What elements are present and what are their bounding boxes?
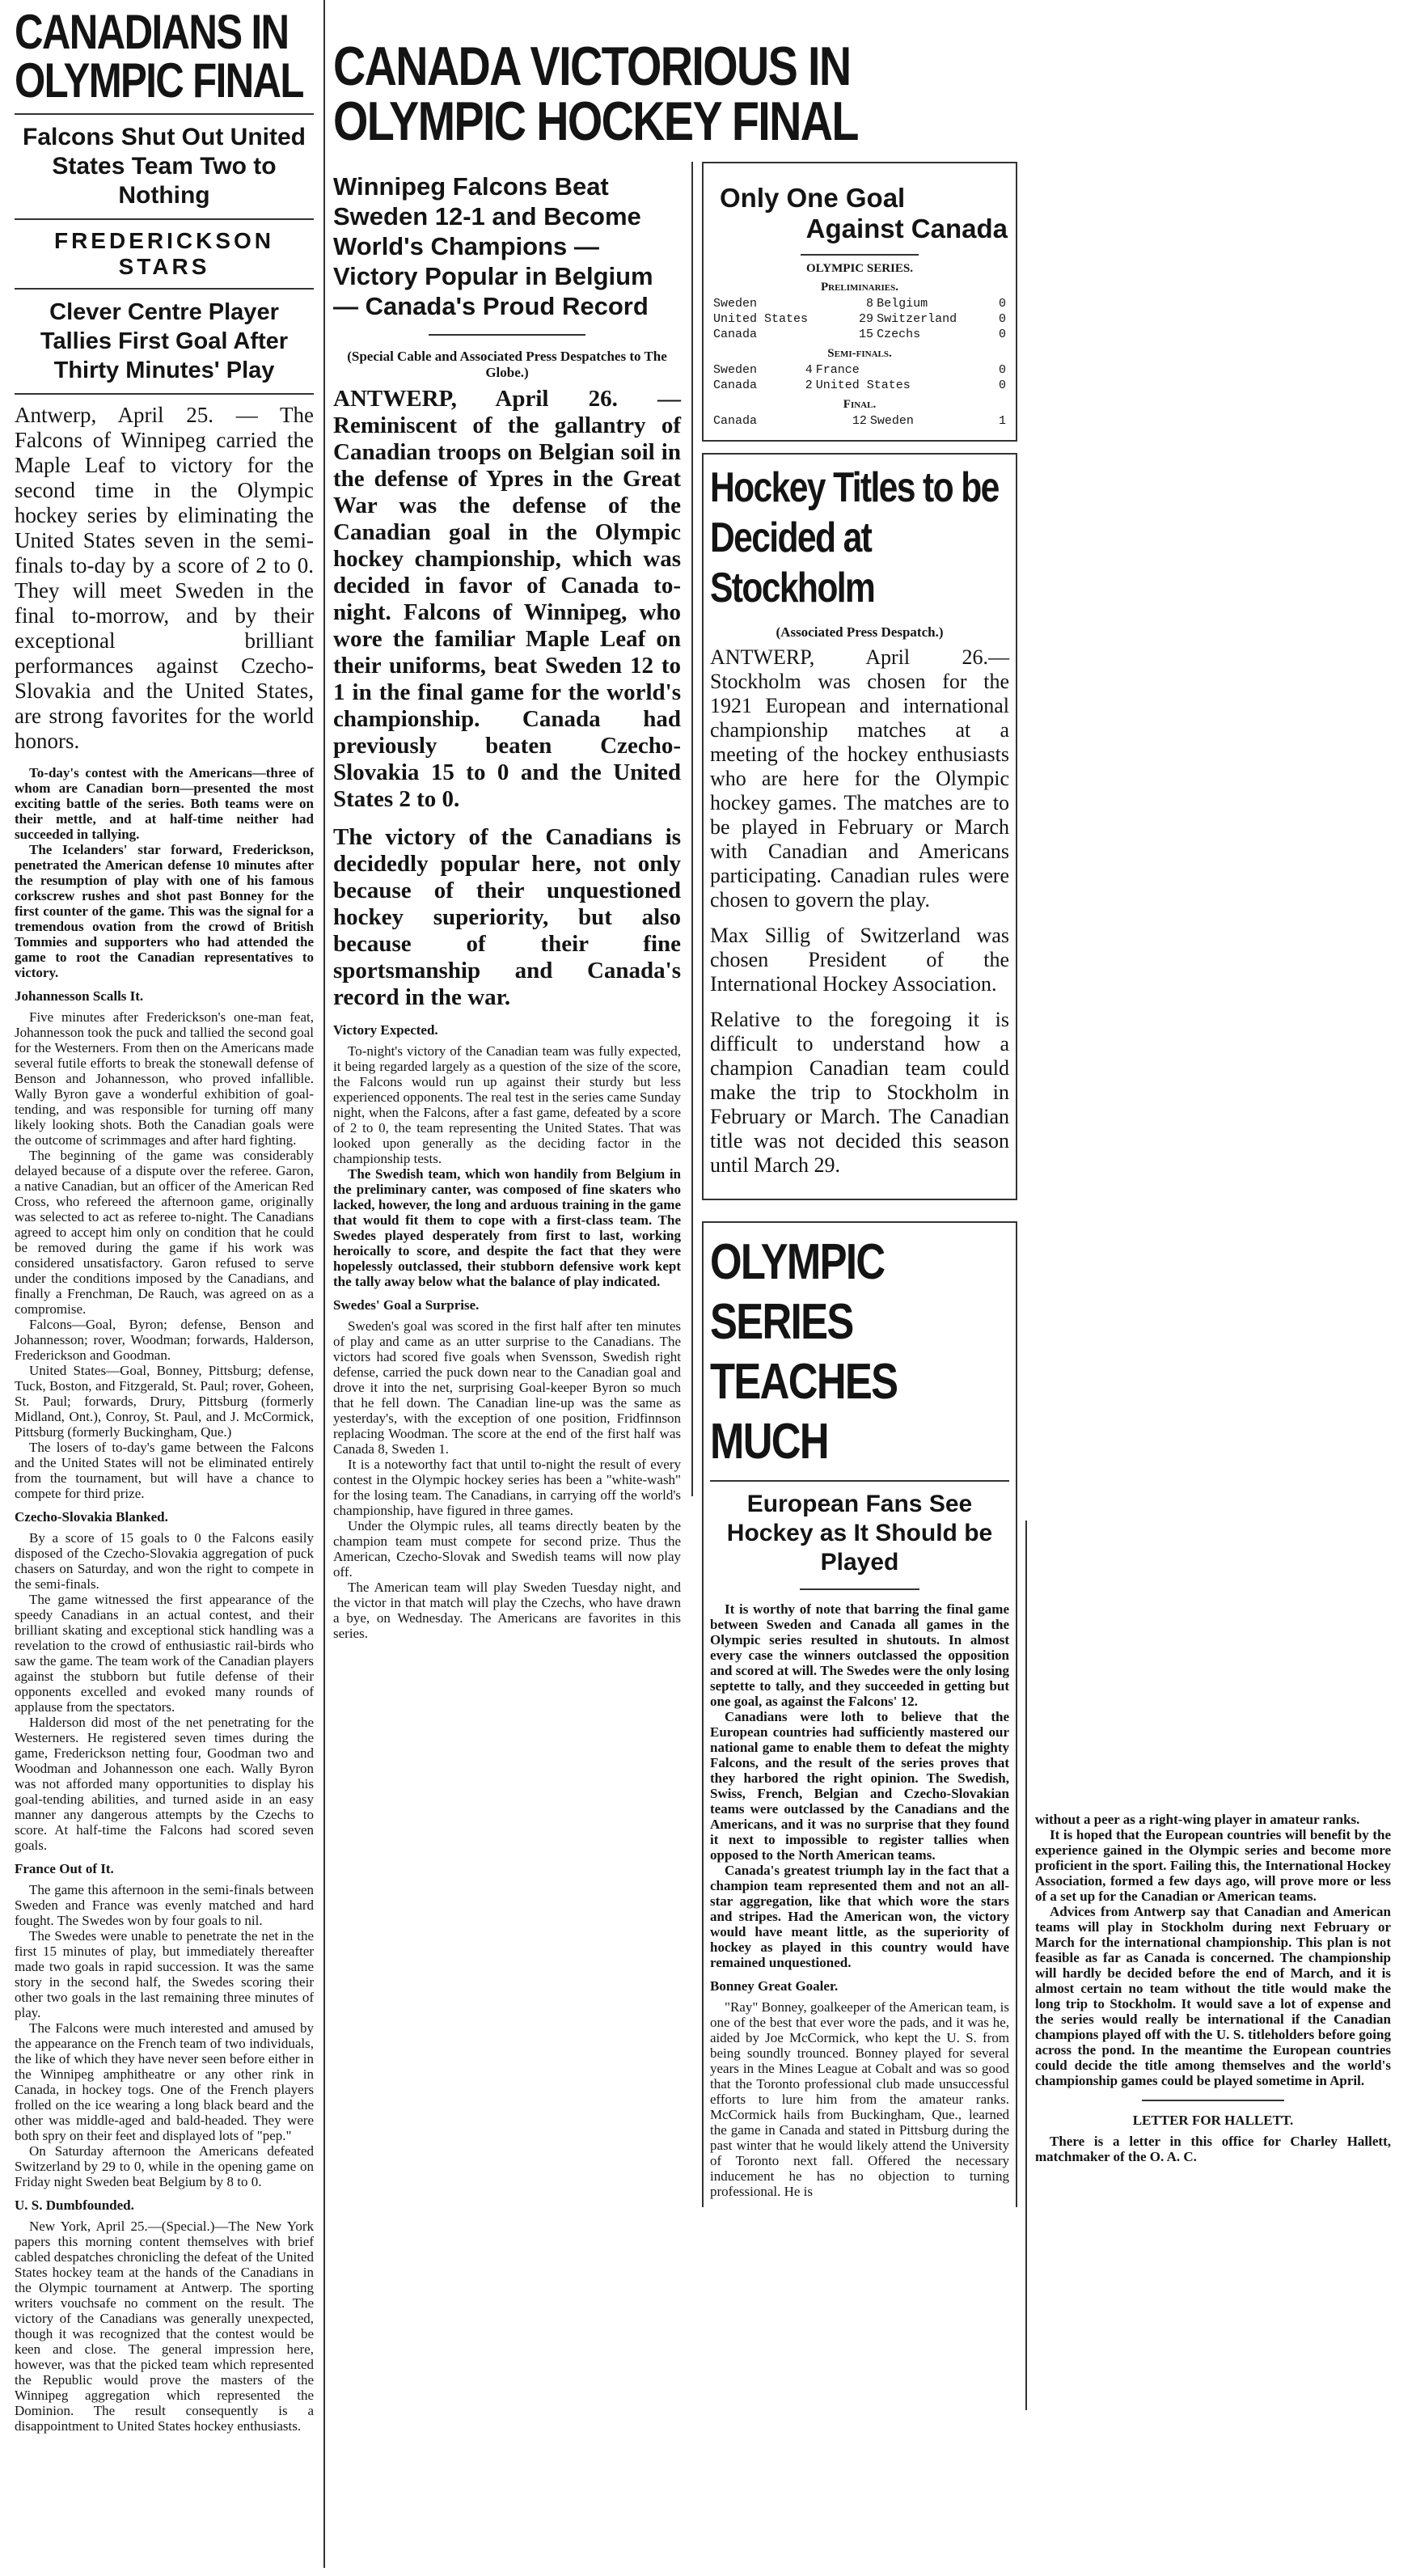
team-cell: Belgium <box>877 297 928 311</box>
table-row <box>712 413 1008 429</box>
table-row <box>712 362 1008 378</box>
continuation-paragraph: It is hoped that the European countries will benefit by the experience gained in the Olympic series and become more proficient in the sport. Failing this, the International Hockey Association, formed a few days ago, will prove more or less of a set up for the Canadian or American teams. <box>1035 1827 1391 1904</box>
article-1-paragraph: On Saturday afternoon the Americans defeated Switzerland by 29 to 0, while in the opening game on Friday night Sweden beat Belgium by 8 to 0. <box>15 2143 314 2189</box>
score-cell: 29 <box>859 312 874 326</box>
team-cell: Sweden <box>713 297 758 311</box>
score-cell: 1 <box>998 414 1006 428</box>
article-2-paragraph: The Swedish team, which won handily from Belgium in the preliminary canter, was composed of fine skaters who lacked, however, the long and arduous training in the game that would fit them to cope with a first-class team. The Swedes played desperately from first to last, working heroically to score, and despite the fact that they were hopelessly outclassed, their stubborn defensive work kept the tally away below what the balance of play indicated. <box>333 1166 681 1289</box>
score-cell: 0 <box>998 312 1006 326</box>
team-cell: France <box>815 363 860 377</box>
series-teaches-paragraph: "Ray" Bonney, goalkeeper of the American team, is one of the best that ever wore the pads, and it was he, aided by Joe McCormick, who kept the U. S. from being soundly trounced. Bonney played for several years in the Mines League at Cobalt and was so good that the Toronto professional club made unsuccessful efforts to lure him from the amateur ranks. McCormick hails from Buckingham, Que., learned the game in Canada and stated in Pittsburg during the past winter that he would likely attend the University of Toronto next fall. Offered the necessary inducement he has no objection to turning professional. He is <box>710 1999 1009 2199</box>
article-1-paragraph: Falcons—Goal, Byron; defense, Benson and Johannesson; rover, Woodman; forwards, Halderson, Frederickson and Goodman. <box>15 1317 314 1363</box>
article-2-paragraph: Sweden's goal was scored in the first half after ten minutes of play and came as an utter surprise to the Canadians. The victors had scored five goals when Svensson, Swedish right defense, carried the puck down near to the Canadian goal and drove it into the net, surprising Goal-keeper Byron so much that he fell down. The Canadian line-up was the same as yesterday's, with the exception of one position, Fridfinnson replacing Woodman. The score at the end of the first half was Canada 8, Sweden 1. <box>333 1318 681 1457</box>
hockey-titles-box <box>702 453 1017 1200</box>
article-2-subhead: Swedes' Goal a Surprise. <box>333 1297 480 1313</box>
column-4-continuation <box>1035 1812 1391 2459</box>
article-1-paragraph: The Icelanders' star forward, Frederickson, penetrated the American defense 10 minutes after the resumption of play with one of his famous corkscrew rushes and shot past Bonney for the first counter of the game. This was the signal for a tremendous ovation from the crowd of British Tommies and supporters who had attended the game to root the Canadian representatives to victory. <box>15 842 314 980</box>
article-1-paragraph: The game this afternoon in the semi-finals between Sweden and France was evenly matched and hard fought. The Swedes won by four goals to nil. <box>15 1882 314 1928</box>
score-cell: 0 <box>998 328 1006 341</box>
letter-for-hallett-paragraph: There is a letter in this office for Charley Hallett, matchmaker of the O. A. C. <box>1035 2134 1391 2164</box>
team-cell: Switzerland <box>877 312 957 326</box>
column-rule <box>1025 1521 1027 2410</box>
divider <box>1142 2100 1284 2101</box>
article-1-deck-2: FREDERICKSON STARS <box>53 228 274 279</box>
article-2-paragraph: To-night's victory of the Canadian team was fully expected, it being regarded largely as a question of the size of the score, the Falcons would run up against their sturdy but less experienced opponents. The real test in the series came Sunday night, when the Falcons, after a fast game, defeated by a score of 2 to 0, the team representing the United States. That was looked upon generally as the deciding factor in the championship tests. <box>333 1043 681 1166</box>
article-1-paragraph: The beginning of the game was considerably delayed because of a dispute over the referee. Garon, a native Canadian, but an officer of the American Red Cross, who refereed the afternoon game, originally was selected to act as referee to-night. The Canadians agreed to accept him only on condition that he could be removed during the game if his work was considered unsatisfactory. Garon refused to serve under the conditions imposed by the Canadians, and finally a Frenchman, De Rauch, was agreed on as a compromise. <box>15 1148 314 1317</box>
score-cell: 2 <box>805 379 813 392</box>
column-1-article <box>15 5 314 2564</box>
article-2-headline: CANADA VICTORIOUS IN OLYMPIC HOCKEY FINAL <box>333 36 858 152</box>
divider <box>15 113 314 115</box>
series-teaches-headline: OLYMPIC SERIES TEACHES MUCH <box>710 1234 898 1470</box>
score-cell: 0 <box>998 379 1006 392</box>
article-1-subhead: Czecho-Slovakia Blanked. <box>15 1509 168 1525</box>
series-teaches-subhead: Bonney Great Goaler. <box>710 1978 839 1994</box>
divider <box>801 254 919 256</box>
column-3-articles <box>702 162 1017 2556</box>
hockey-titles-credit: (Associated Press Despatch.) <box>776 624 944 640</box>
column-rule <box>691 162 693 1496</box>
team-cell: United States <box>713 312 809 326</box>
article-1-paragraph: The Falcons were much interested and amused by the appearance on the French team of two individuals, the like of which they have never seen before either in the Winnipeg amphitheatre or any other rink in Canada, in hockey togs. One of the French players frolled on the ice wearing a long black beard and the other was middle-aged and bald-headed. They were both spry on their feet and displayed lots of "pep." <box>15 2020 314 2143</box>
letter-for-hallett-subhead: LETTER FOR HALLETT. <box>1132 2113 1294 2128</box>
score-cell: 0 <box>998 297 1006 311</box>
article-1-paragraph: To-day's contest with the Americans—three of whom are Canadian born—presented the most exciting battle of the series. Both teams were on their mettle, and at half-time neither had succeeded in tallying. <box>15 765 314 842</box>
table-row <box>712 296 1008 311</box>
series-teaches-paragraph: It is worthy of note that barring the final game between Sweden and Canada all games in the Olympic series resulted in shutouts. In almost every case the winners outclassed the opposition and scored at will. The Swedes were the only losing septette to tally, and they succeeded in getting but one goal, as against the Falcons' 12. <box>710 1601 1009 1709</box>
hockey-titles-paragraph: Relative to the foregoing it is difficult to understand how a champion Canadian team could make the trip to Stockholm in February or March. The Canadian title was not decided this season until March 29. <box>710 1008 1009 1177</box>
article-2-paragraph: The American team will play Sweden Tuesday night, and the victor in that match will play the Czechs, who have drawn a bye, on Wednesday. The Americans are favorites in this series. <box>333 1580 681 1641</box>
table-row <box>712 327 1008 342</box>
article-1-paragraph: By a score of 15 goals to 0 the Falcons easily disposed of the Czecho-Slovakia aggregation of puck chasers on Saturday, and won the right to compete in the semi-finals. <box>15 1530 314 1592</box>
article-1-subhead: Johannesson Scalls It. <box>15 988 144 1004</box>
team-cell: Czechs <box>877 328 921 341</box>
score-cell: 0 <box>998 363 1006 377</box>
score-cell: 8 <box>866 297 874 311</box>
table-row <box>712 311 1008 327</box>
article-1-paragraph: The Swedes were unable to penetrate the net in the first 15 minutes of play, but immediately thereafter made two goals in rapid succession. It was the same story in the second half, the Swedes scoring their other two goals in the last remaining three minutes of play. <box>15 1928 314 2020</box>
team-cell: Canada <box>713 414 758 428</box>
series-title: OLYMPIC SERIES. <box>806 262 913 275</box>
hockey-titles-headline: Hockey Titles to be Decided at Stockholm <box>710 464 999 611</box>
article-2-credit: (Special Cable and Associated Press Despatches to The Globe.) <box>347 349 667 380</box>
olympic-series-box <box>702 162 1017 442</box>
article-2-lead: ANTWERP, April 26. — Reminiscent of the gallantry of Canadian troops on Belgian soil in the defense of Ypres in the Great War was the defense of the Canadian goal in the Olympic hockey championship, which was decided in favor of Canada to-night. Falcons of Winnipeg, who wore the familiar Maple Leaf on their uniforms, beat Sweden 12 to 1 in the final game for the world's championship. Canada had previously beaten Czecho-Slovakia 15 to 0 and the United States 2 to 0. <box>333 386 681 812</box>
team-cell: Sweden <box>713 363 758 377</box>
score-cell: 12 <box>852 414 867 428</box>
series-teaches-paragraph: Canadians were loth to believe that the European countries had sufficiently mastered our national game to enable them to defeat the mighty Falcons, and the result of the series proves that they harbored the right opinion. The Swedish, Swiss, French, Belgian and Czecho-Slovakian teams were outclassed by the Canadians and the Americans, and it was no surprise that they found it next to impossible to register tallies when opposed to the North American teams. <box>710 1709 1009 1863</box>
divider <box>710 1480 1009 1482</box>
series-teaches-paragraph: Canada's greatest triumph lay in the fact that a champion team represented them and not an all-star aggregation, like that which wore the stars and stripes. Had the American won, the victory would have meant little, as the superiority of hockey as played in this country would have remained unquestioned. <box>710 1863 1009 1970</box>
divider <box>15 393 314 395</box>
continuation-paragraph: without a peer as a right-wing player in amateur ranks. <box>1035 1812 1360 1827</box>
divider <box>429 334 585 336</box>
preliminaries-table <box>712 296 1008 342</box>
article-2-paragraph: It is a noteworthy fact that until to-night the result of every contest in the Olympic hockey series has been a "white-wash" for the losing team. The Canadians, in carrying off the world's championship, have figured in three games. <box>333 1457 681 1518</box>
divider <box>800 1588 919 1590</box>
preliminaries-title: Preliminaries. <box>820 281 899 294</box>
continuation-paragraph: Advices from Antwerp say that Canadian and American teams will play in Stockholm during next February or March for the international championship. This plan is not feasible as far as Canada is concerned. The championship will hardly be decided before the end of March, and it is almost certain no team without the title would make the long trip to Stockholm. It would save a lot of expense and the series would really be international if the Canadian champions played off with the U. S. titleholders before going across the pond. In the meantime the European countries could decide the title among themselves and the world's championship games could be played sometime in April. <box>1035 1904 1391 2088</box>
article-1-subhead: U. S. Dumbfounded. <box>15 2197 134 2213</box>
article-1-paragraph: The game witnessed the first appearance of the speedy Canadians in an actual contest, and their brilliant skating and exceptional stick handling was a revelation to the crowd of enthusiastic rail-birds who saw the game. The team work of the Canadian players against the stubborn but futile defense of their opponents excelled and evoked many rounds of applause from the spectators. <box>15 1592 314 1715</box>
box-title-line-2: Against Canada <box>805 214 1008 243</box>
series-teaches-deck: European Fans See Hockey as It Should be Played <box>726 1491 993 1576</box>
semi-finals-table <box>712 362 1008 393</box>
article-1-subhead: France Out of It. <box>15 1861 114 1876</box>
article-2-lead: The victory of the Canadians is decidedly popular here, not only because of their unquestioned hockey superiority, but also because of their fine sportsmanship and Canada's record in the war. <box>333 824 681 1010</box>
table-row <box>712 378 1008 393</box>
article-2-paragraph: Under the Olympic rules, all teams directly beaten by the champion team must compete for second prize. Thus the American, Czecho-Slovak and Swedish teams will now play off. <box>333 1518 681 1580</box>
semi-finals-title: Semi-finals. <box>827 347 892 360</box>
hockey-titles-paragraph: Max Sillig of Switzerland was chosen President of the International Hockey Association. <box>710 924 1009 996</box>
article-1-deck-3: Clever Centre Player Tallies First Goal After Thirty Minutes' Play <box>40 299 289 383</box>
hockey-titles-lead: ANTWERP, April 26.— Stockholm was chosen for the 1921 European and international championship matches at a meeting of the hockey enthusiasts who are here for the Olympic hockey games. The matches are to be played in February or March with Canadian and Americans participating. Canadian rules were chosen to govern the play. <box>710 645 1009 912</box>
team-cell: United States <box>815 379 911 392</box>
box-title-line-1: Only One Goal <box>720 183 906 213</box>
column-rule <box>323 0 325 2568</box>
score-cell: 4 <box>805 363 813 377</box>
divider <box>15 288 314 290</box>
score-cell: 15 <box>859 328 874 341</box>
article-1-headline: CANADIANS IN OLYMPIC FINAL <box>15 5 303 108</box>
article-1-paragraph: The losers of to-day's game between the Falcons and the United States will not be eliminated entirely from the tournament, but will have a chance to compete for third prize. <box>15 1440 314 1501</box>
article-1-deck-1: Falcons Shut Out United States Team Two to Nothing <box>23 124 306 209</box>
divider <box>15 218 314 220</box>
article-1-paragraph: Halderson did most of the net penetrating for the Westerners. He registered seven times during the game, Frederickson netting four, Goodman two and Woodman and Johannesson one each. Wally Byron was not afforded many opportunities to display his goal-tending abilities, and turned aside in an easy manner any dangerous attempts by the Czechs to score. At half-time the Falcons had scored seven goals. <box>15 1715 314 1853</box>
team-cell: Canada <box>713 379 758 392</box>
article-1-paragraph: Five minutes after Frederickson's one-man feat, Johannesson took the puck and tallied the second goal for the Westerners. From then on the Americans made several futile efforts to break the stonewall defense of Benson and Johannesson, who proved infallible. Wally Byron gave a wonderful exhibition of goal-tending, and was responsible for turning off many likely looking shots. Both the Canadian goals were the outcome of scrimmages and after hard fighting. <box>15 1009 314 1148</box>
article-1-lead: Antwerp, April 25. — The Falcons of Winnipeg carried the Maple Leaf to victory for the second time in the Olympic hockey series by eliminating the United States seven in the semi-finals to-day by a score of 2 to 0. They will meet Sweden in the final to-morrow, and by their exceptional brilliant performances against Czecho-Slovakia and the United States, are strong favorites for the world honors. <box>15 403 314 753</box>
article-1-paragraph: New York, April 25.—(Special.)—The New York papers this morning content themselves with brief cabled despatches chronicling the defeat of the United States hockey team at the hands of the Canadians in the Olympic tournament at Antwerp. The sporting writers vouchsafe no comment on the result. The victory of the Canadians was generally unexpected, though it was recognized that the contest would be keen and close. The general impression here, however, was that the picked team which represented the Republic would prove the masters of the Winnipeg aggregation which represented the Dominion. The result consequently is a disappointment to United States hockey enthusiasts. <box>15 2219 314 2434</box>
article-2-deck: Winnipeg Falcons Beat Sweden 12-1 and Become World's Champions — Victory Popular in Belgium — Canada's Proud Record <box>333 172 653 320</box>
team-cell: Sweden <box>869 414 914 428</box>
team-cell: Canada <box>713 328 758 341</box>
article-2-subhead: Victory Expected. <box>333 1022 438 1038</box>
final-title: Final. <box>843 398 877 411</box>
olympic-series-teaches-box <box>702 1221 1017 2207</box>
final-table <box>712 413 1008 429</box>
article-1-paragraph: United States—Goal, Bonney, Pittsburg; defense, Tuck, Boston, and Fitzgerald, St. Paul; rover, Goheen, St. Paul; forwards, Drury, Pittsburg (formerly Midland, Ont.), Conroy, St. Paul, and J. McCormick, Pittsburg (formerly Buckingham, Que.) <box>15 1363 314 1440</box>
